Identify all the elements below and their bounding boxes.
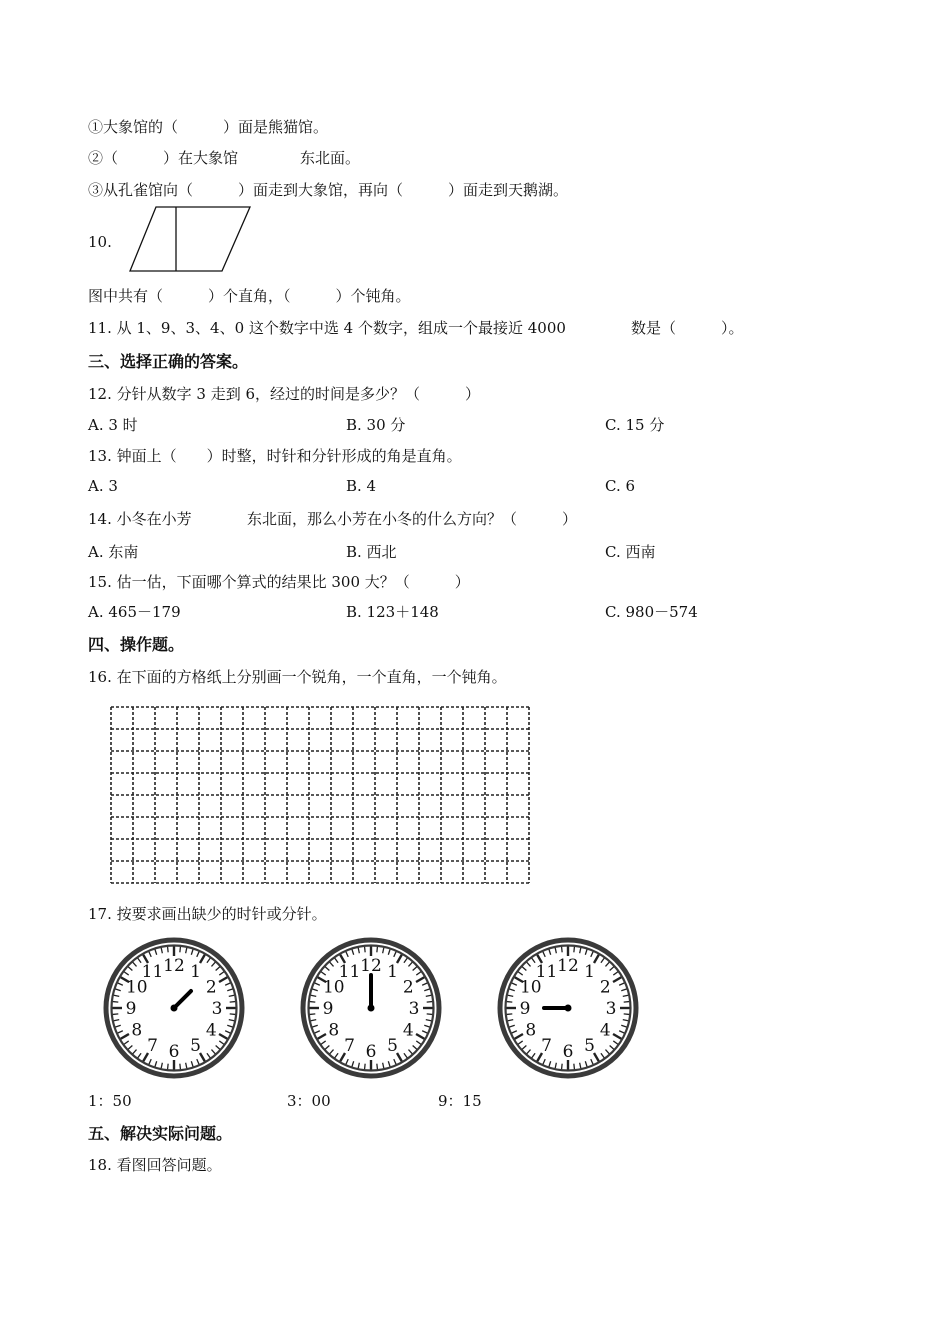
clock-number: 7 [147, 1036, 158, 1057]
clock-number: 5 [190, 1036, 201, 1057]
clock-tick [168, 1064, 169, 1069]
clock-number: 7 [541, 1036, 552, 1057]
q9-line-1: ①大象馆的（ ）面是熊猫馆。 [88, 118, 329, 136]
q9-line-2a: ②（ ）在大象馆 [88, 149, 239, 167]
clock-tick [562, 1064, 563, 1069]
q18-question: 18. 看图回答问题。 [88, 1156, 222, 1174]
q14-option-a: A. 东南 [88, 543, 139, 561]
clock-3 [497, 937, 639, 1079]
q15-option-a: A. 465－179 [88, 603, 181, 621]
clock-number: 9 [125, 999, 137, 1019]
clock-2-label: 3：00 [287, 1092, 331, 1110]
clock-number: 12 [163, 956, 185, 976]
clock-number: 3 [211, 999, 223, 1019]
clock-3-label: 9：15 [438, 1092, 482, 1110]
clock-2 [300, 937, 442, 1079]
section-5-title: 五、解决实际问题。 [88, 1124, 233, 1143]
clock-tick [113, 1002, 118, 1003]
clock-tick [113, 1014, 118, 1015]
clock-tick [168, 947, 169, 952]
clock-number: 1 [190, 961, 201, 982]
parallelogram-figure [128, 205, 252, 273]
q13-option-a: A. 3 [88, 477, 118, 495]
q15-question: 15. 估一估，下面哪个算式的结果比 300 大？（ ） [88, 573, 470, 591]
clock-number: 12 [360, 956, 382, 976]
q14-option-b: B. 西北 [346, 543, 397, 561]
clock-number: 8 [131, 1020, 143, 1041]
q14-option-c: C. 西南 [605, 543, 656, 561]
section-4-title: 四、操作题。 [88, 635, 185, 654]
q10-text: 图中共有（ ）个直角，（ ）个钝角。 [88, 287, 411, 305]
clock-center [171, 1005, 178, 1012]
clock-tick [507, 1014, 512, 1015]
q14-question-a: 14. 小冬在小芳 [88, 510, 192, 528]
q13-question: 13. 钟面上（ ）时整，时针和分针形成的角是直角。 [88, 447, 462, 465]
clock-tick [624, 1002, 629, 1003]
q12-question: 12. 分针从数字 3 走到 6，经过的时间是多少？（ ） [88, 385, 481, 403]
clock-tick [427, 1014, 432, 1015]
clock-number: 4 [205, 1020, 217, 1041]
clock-tick [562, 947, 563, 952]
clock-tick [377, 947, 378, 952]
clock-tick [365, 947, 366, 952]
clock-1-label: 1：50 [88, 1092, 132, 1110]
clock-number: 11 [141, 961, 164, 982]
q16-question: 16. 在下面的方格纸上分别画一个锐角，一个直角，一个钝角。 [88, 668, 507, 686]
clock-number: 2 [205, 977, 217, 998]
clock-number: 1 [584, 961, 595, 982]
clock-number: 5 [584, 1036, 595, 1057]
clock-number: 4 [402, 1020, 414, 1041]
section-3-title: 三、选择正确的答案。 [88, 352, 249, 371]
clock-number: 8 [328, 1020, 340, 1041]
square-grid-paper [110, 706, 532, 884]
clock-center [565, 1005, 572, 1012]
q10-number: 10. [88, 233, 112, 251]
clock-number: 9 [322, 999, 334, 1019]
clock-number: 2 [599, 977, 611, 998]
clock-number: 12 [557, 956, 579, 976]
clock-number: 11 [338, 961, 361, 982]
clock-number: 10 [125, 977, 148, 998]
clock-number: 3 [408, 999, 420, 1019]
q13-option-b: B. 4 [346, 477, 377, 495]
q17-question: 17. 按要求画出缺少的时针或分针。 [88, 905, 327, 923]
clock-number: 10 [322, 977, 345, 998]
q14-question-b: 东北面，那么小芳在小冬的什么方向？（ ） [247, 510, 578, 528]
q12-option-c: C. 15 分 [605, 416, 665, 434]
clock-tick [310, 1014, 315, 1015]
clock-number: 4 [599, 1020, 611, 1041]
clock-tick [310, 1002, 315, 1003]
clock-tick [427, 1002, 432, 1003]
clock-number: 11 [535, 961, 558, 982]
clock-tick [507, 1002, 512, 1003]
q15-option-b: B. 123＋148 [346, 603, 439, 621]
clock-number: 5 [387, 1036, 398, 1057]
q9-line-2b: 东北面。 [300, 149, 361, 167]
q15-option-c: C. 980－574 [605, 603, 698, 621]
q9-line-3: ③从孔雀馆向（ ）面走到大象馆，再向（ ）面走到天鹅湖。 [88, 181, 569, 199]
q12-option-a: A. 3 时 [88, 416, 138, 434]
clock-number: 6 [562, 1042, 574, 1062]
q12-option-b: B. 30 分 [346, 416, 406, 434]
clock-tick [624, 1014, 629, 1015]
q11-text-b: 数是（ ）。 [631, 319, 744, 337]
clock-number: 8 [525, 1020, 537, 1041]
clock-tick [365, 1064, 366, 1069]
clock-tick [574, 1064, 575, 1069]
clock-tick [180, 1064, 181, 1069]
clock-tick [230, 1014, 235, 1015]
clock-number: 10 [519, 977, 542, 998]
clock-number: 1 [387, 961, 398, 982]
clock-number: 6 [168, 1042, 180, 1062]
clock-number: 6 [365, 1042, 377, 1062]
clock-center [368, 1005, 375, 1012]
clock-number: 7 [344, 1036, 355, 1057]
clock-tick [230, 1002, 235, 1003]
clock-1 [103, 937, 245, 1079]
clock-tick [377, 1064, 378, 1069]
clock-tick [574, 947, 575, 952]
clock-number: 3 [605, 999, 617, 1019]
q11-text-a: 11. 从 1、9、3、4、0 这个数字中选 4 个数字，组成一个最接近 4000 [88, 319, 566, 337]
clock-tick [180, 947, 181, 952]
q13-option-c: C. 6 [605, 477, 636, 495]
clock-number: 9 [519, 999, 531, 1019]
clock-number: 2 [402, 977, 414, 998]
